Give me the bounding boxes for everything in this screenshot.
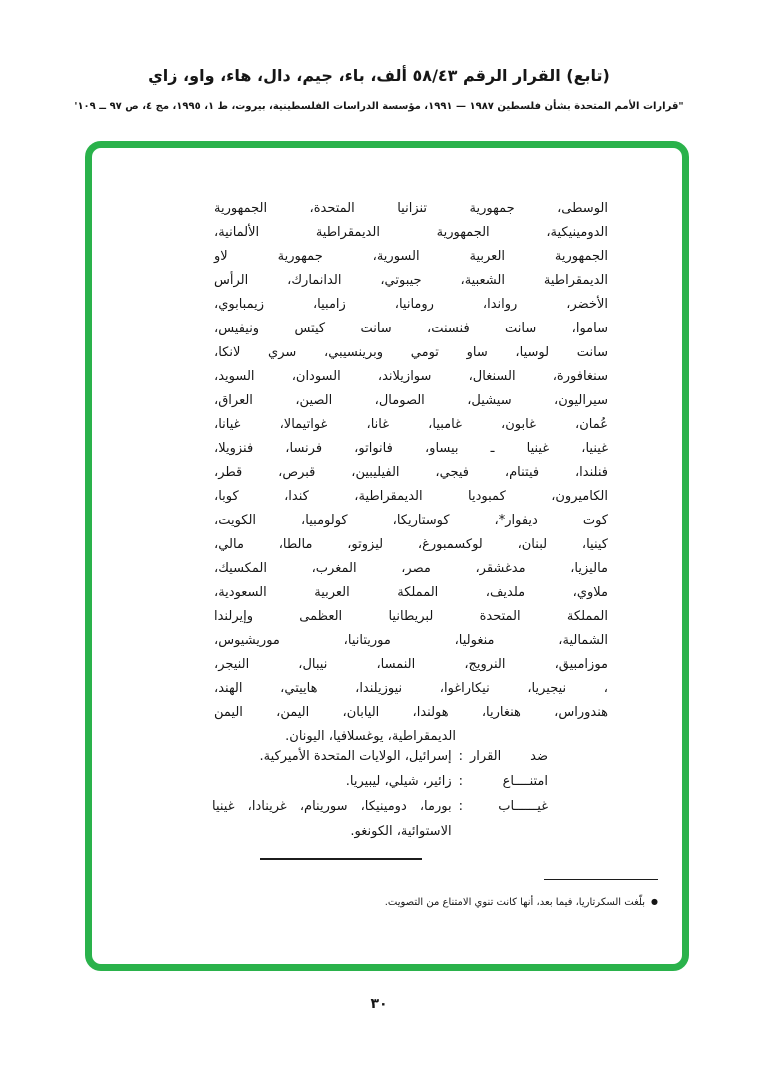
paragraph-line: الكاميرون، كمبوديا الديمقراطية، كندا، كوبا، — [214, 489, 608, 504]
paragraph-line: سانت لوسيا، ساو تومي وبرينسيبي، سري لانكا، — [214, 345, 608, 360]
resolution-title: (تابع) القرار الرقم ٥٨/٤٣ ألف، باء، جيم، دال، هاء، واو، زاي — [148, 66, 610, 85]
paragraph-line: كوت ديفوار*، كوستاريكا، كولومبيا، الكويت، — [214, 513, 608, 528]
vote-label: ضد القرار — [470, 749, 548, 764]
paragraph-line: الجمهورية العربية السورية، جمهورية لاو — [214, 249, 608, 264]
vote-colon: : — [458, 749, 463, 764]
paragraph-line: الديمقراطية، يوغسلافيا، اليونان. — [285, 729, 456, 744]
paragraph-line: هندوراس، هنغاريا، هولندا، اليابان، اليمن، اليمن — [214, 705, 608, 720]
footnote-text: بلّغت السكرتاريا، فيما بعد، أنها كانت تنوي الامتناع من التصويت. — [384, 897, 646, 908]
vote-results — [212, 744, 548, 844]
paragraph-line: سيراليون، سيشيل، الصومال، الصين، العراق، — [214, 393, 608, 408]
vote-value: إسرائيل، الولايات المتحدة الأميركية. — [259, 749, 452, 764]
paragraph-line: الديمقراطية الشعبية، جيبوتي، الدانمارك، الرأس — [214, 273, 608, 288]
highlight-border-box — [85, 141, 689, 971]
paragraph-line: المملكة المتحدة لبريطانيا العظمى وإيرلندا — [214, 609, 608, 624]
footnote — [288, 894, 658, 910]
paragraph-line: كينيا، لبنان، لوكسمبورغ، ليزوتو، مالطا، مالي، — [214, 537, 608, 552]
paragraph-line: ، نيجيريا، نيكاراغوا، نيوزيلندا، هاييتي، الهند، — [214, 681, 608, 696]
vote-colon: : — [458, 774, 463, 789]
vote-colon: : — [458, 799, 463, 814]
paragraph-line: فنلندا، فيتنام، فيجي، الفيليبين، قبرص، قطر، — [214, 465, 608, 480]
paragraph-line: سنغافورة، السنغال، سوازيلاند، السودان، السويد، — [214, 369, 608, 384]
paragraph-line: غينيا، غينيا ـ بيساو، فانواتو، فرنسا، فنزويلا، — [214, 441, 608, 456]
vote-row — [212, 769, 548, 794]
section-divider-rule — [260, 858, 422, 860]
paragraph-line: ساموا، سانت فنسنت، سانت كيتس ونيفيس، — [214, 321, 608, 336]
countries-paragraph — [214, 197, 608, 749]
vote-row — [212, 794, 548, 844]
paragraph-line: ملاوي، ملديف، المملكة العربية السعودية، — [214, 585, 608, 600]
footnote-bullet-icon: ● — [651, 897, 658, 906]
paragraph-line: الشمالية، منغوليا، موريتانيا، موريشيوس، — [214, 633, 608, 648]
paragraph-line: الوسطى، جمهورية تنزانيا المتحدة، الجمهورية — [214, 201, 608, 216]
paragraph-line: موزامبيق، النرويج، النمسا، نيبال، النيجر، — [214, 657, 608, 672]
vote-label: غيــــــاب — [498, 799, 548, 814]
footnote-separator-rule — [544, 879, 658, 880]
page-number: ٣٠ — [370, 996, 388, 1012]
vote-value: بورما، دومينيكا، سورينام، غرينادا، غينيا الاستوائية، الكونغو. — [212, 799, 452, 839]
paragraph-line: عُمان، غابون، غامبيا، غانا، غواتيمالا، غيانا، — [214, 417, 608, 432]
paragraph-line: ماليزيا، مدغشقر، مصر، المغرب، المكسيك، — [214, 561, 608, 576]
paragraph-line: الأخضر، رواندا، رومانيا، زامبيا، زيمبابوي، — [214, 297, 608, 312]
vote-row — [212, 744, 548, 769]
paragraph-line: الدومينيكية، الجمهورية الديمقراطية الألمانية، — [214, 225, 608, 240]
vote-label: امتنــــاع — [502, 774, 548, 789]
vote-value: زائير، شيلي، ليبيريا. — [345, 774, 452, 789]
source-citation: "قرارات الأمم المتحدة بشأن فلسطين ١٩٨٧ — ١٩٩١، مؤسسة الدراسات الفلسطينية، بيروت، ط ١، ١٩٩٥، مج ٤، ص ٩٧ ــ ١٠٩' — [74, 101, 684, 112]
